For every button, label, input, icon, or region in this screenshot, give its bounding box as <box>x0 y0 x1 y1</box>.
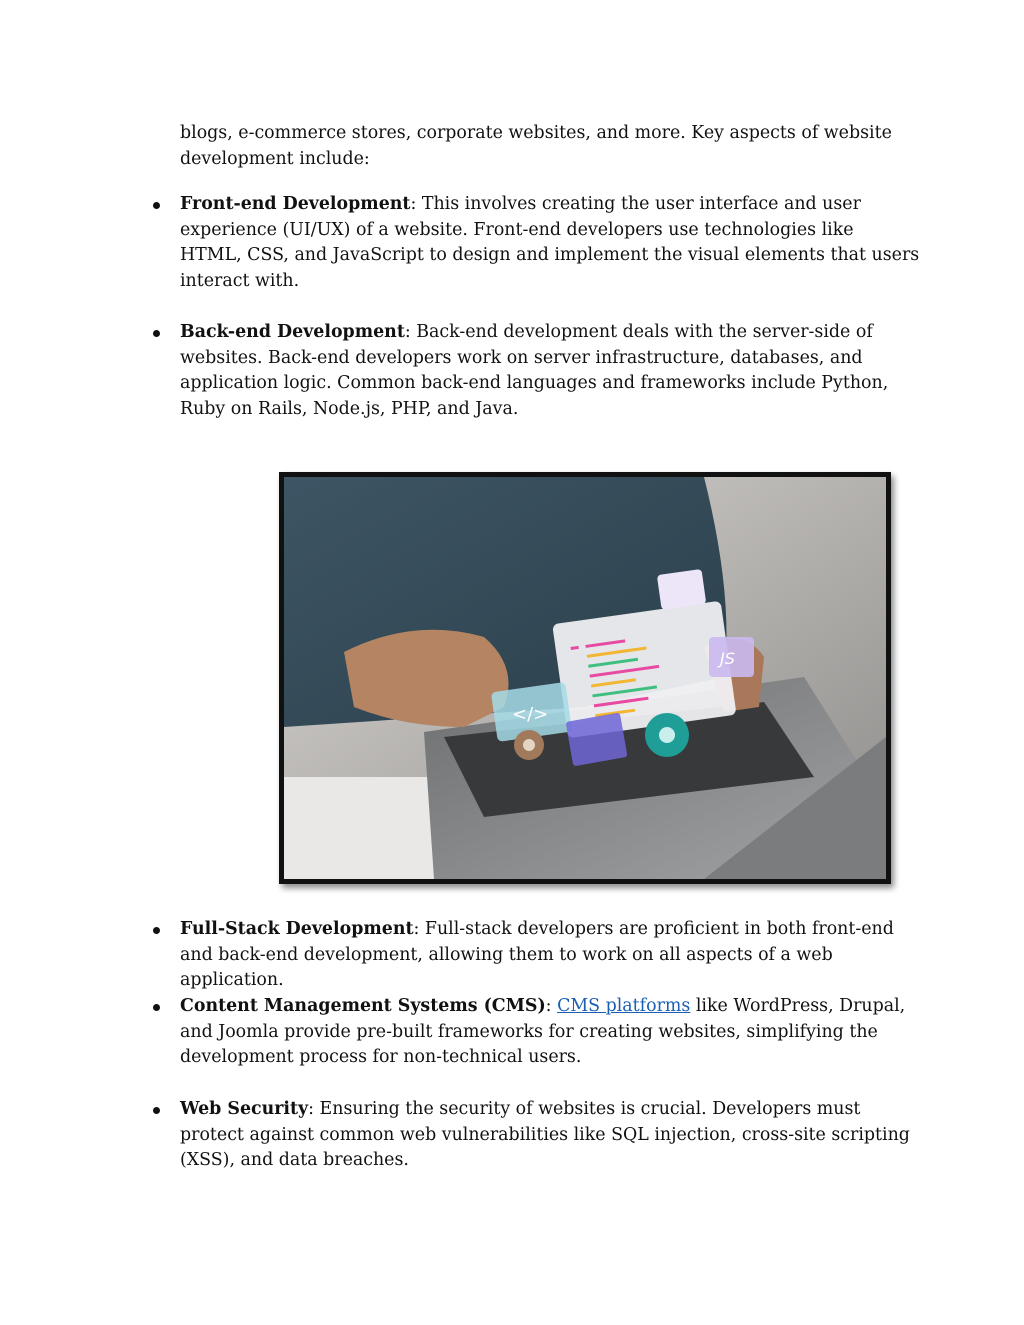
list-item-cms <box>180 994 920 1071</box>
bullet-icon <box>153 1107 160 1114</box>
cms-platforms-link[interactable]: CMS platforms <box>557 996 691 1016</box>
bullet-text: : Full-stack developers are proficient in both front-end and back-end development, allowing them to work on all aspects of a web application. <box>180 919 894 990</box>
bullet-text: : Back-end development deals with the server-side of websites. Back-end developers work on server infrastructure, databases, and application logic. Common back-end languages and frameworks include Python, Ruby on Rails, Node.js, PHP, and Java. <box>180 322 889 419</box>
bullet-term: Content Management Systems (CMS) <box>180 996 546 1016</box>
laptop-coding-photo <box>279 472 891 884</box>
bullet-term: Front-end Development <box>180 194 411 214</box>
list-item-full-stack <box>180 917 920 994</box>
bullet-text: like WordPress, Drupal, and Joomla provide pre-built frameworks for creating websites, simplifying the development process for non-technical users. <box>180 996 906 1067</box>
bullet-icon <box>153 927 160 934</box>
list-item-back-end <box>180 320 920 422</box>
bullet-term: Back-end Development <box>180 322 405 342</box>
bullet-text: : This involves creating the user interface and user experience (UI/UX) of a website. Front-end developers use technologies like HTML, CSS, and JavaScript to design and implement the visual elements that users interact with. <box>180 194 920 291</box>
bullet-icon <box>153 1004 160 1011</box>
js-badge: JS <box>720 649 735 668</box>
photo-illustration <box>284 477 886 879</box>
intro-paragraph: blogs, e-commerce stores, corporate websites, and more. Key aspects of website development include: <box>180 123 892 169</box>
bullet-text: : Ensuring the security of websites is crucial. Developers must protect against common web vulnerabilities like SQL injection, cross-site scripting (XSS), and data breaches. <box>180 1099 910 1170</box>
bullet-separator: : <box>545 996 558 1016</box>
list-item-front-end <box>180 192 920 294</box>
bullet-term: Full-Stack Development <box>180 919 414 939</box>
list-item-web-security <box>180 1097 920 1174</box>
bullet-term: Web Security <box>180 1099 309 1119</box>
bullet-icon <box>153 202 160 209</box>
code-badge: </> <box>512 704 549 725</box>
bullet-icon <box>153 330 160 337</box>
